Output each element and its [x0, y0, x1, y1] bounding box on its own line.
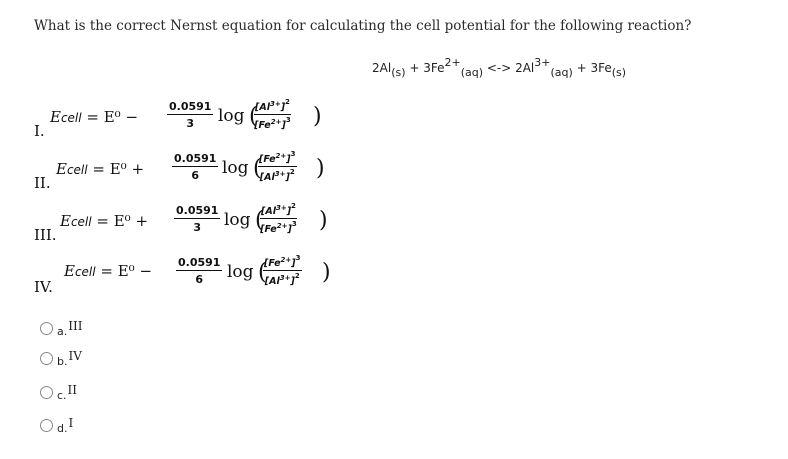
coefficient-fraction: [176, 256, 222, 286]
ion: [Fe: [259, 154, 276, 165]
cell-subscript: cell: [66, 163, 88, 177]
answer-letter: a.: [57, 324, 68, 338]
radio-button[interactable]: [40, 419, 53, 432]
open-paren: (: [253, 156, 262, 181]
answer-choice-a[interactable]: [40, 316, 82, 340]
log-label: log: [224, 210, 251, 230]
state-label: (s): [391, 66, 406, 79]
quotient-fraction: [258, 150, 297, 183]
equals-e0: = E⁰ +: [91, 212, 149, 230]
coef-numerator: 0.0591: [169, 100, 212, 113]
exponent: 3: [291, 220, 297, 228]
reaction-arrow-al: <-> 2Al: [483, 61, 535, 75]
reaction-fe-right: + 3Fe: [572, 61, 612, 75]
ecell-label: [60, 212, 148, 230]
radio-button[interactable]: [40, 322, 53, 335]
close-paren: ): [319, 208, 328, 233]
log-label: log: [218, 106, 245, 126]
reaction-equation: [372, 56, 626, 79]
ecell-label: [50, 108, 138, 126]
coefficient-fraction: [167, 100, 213, 130]
answer-letter: b.: [57, 354, 68, 368]
question-text: What is the correct Nernst equation for calculating the cell potential for the following reaction?: [34, 18, 692, 34]
charge: 2+: [276, 222, 288, 230]
coef-denominator: 6: [191, 169, 200, 182]
roman-numeral: I.: [34, 122, 45, 140]
exponent: 2: [294, 272, 300, 280]
e-symbol: E: [50, 108, 61, 126]
charge-label: 2+: [444, 56, 461, 69]
charge: 2+: [270, 118, 282, 126]
e-symbol: E: [64, 262, 75, 280]
ion: [Fe: [264, 258, 281, 269]
quotient-fraction: [254, 98, 291, 131]
answer-choice-c[interactable]: [40, 380, 77, 404]
open-paren: (: [255, 208, 264, 233]
charge-label: 3+: [534, 56, 551, 69]
quotient-fraction: [260, 202, 297, 235]
roman-numeral: IV.: [34, 278, 53, 296]
cell-subscript: cell: [60, 111, 82, 125]
answer-choice-d[interactable]: [40, 413, 73, 437]
reaction-al-left: 2Al: [372, 61, 392, 75]
ion: [Al: [261, 206, 276, 217]
coef-denominator: 3: [193, 221, 202, 234]
coefficient-fraction: [172, 152, 218, 182]
close-paren: ): [322, 260, 331, 285]
answer-value: II: [67, 383, 78, 397]
log-label: log: [227, 262, 254, 282]
state-label: (s): [611, 66, 627, 79]
exponent: 2: [285, 98, 290, 106]
coef-denominator: 3: [186, 117, 195, 130]
radio-button[interactable]: [40, 352, 53, 365]
state-label: (aq): [460, 66, 483, 79]
ion: [Fe: [260, 224, 277, 235]
exponent: 2: [291, 202, 296, 210]
reaction-fe-left: + 3Fe: [405, 61, 445, 75]
quotient-denominator: $[Al^{3+}]^2$: [259, 168, 295, 183]
quotient-numerator: $[Al^{3+}]^2$: [255, 98, 290, 113]
charge: 3+: [274, 170, 286, 178]
quotient-denominator: $[Fe^{2+}]^3$: [254, 116, 291, 131]
equals-e0: = E⁰ +: [87, 160, 145, 178]
charge: 3+: [279, 274, 291, 282]
quotient-numerator: $[Fe^{2+}]^3$: [264, 254, 301, 269]
quotient-denominator: $[Fe^{2+}]^3$: [260, 220, 297, 235]
coef-denominator: 6: [195, 273, 204, 286]
e-symbol: E: [56, 160, 67, 178]
quotient-numerator: $[Al^{3+}]^2$: [261, 202, 296, 217]
close-paren: ): [313, 104, 322, 129]
open-paren: (: [249, 104, 258, 129]
exponent: 3: [290, 150, 296, 158]
charge: 3+: [275, 204, 287, 212]
cell-subscript: cell: [70, 215, 92, 229]
roman-numeral: II.: [34, 174, 51, 192]
coef-numerator: 0.0591: [174, 152, 217, 165]
ion: [Al: [255, 102, 270, 113]
exponent: 3: [295, 254, 301, 262]
log-label: log: [222, 158, 249, 178]
ion: [Al: [264, 276, 280, 287]
answer-value: III: [68, 319, 83, 333]
ecell-label: [64, 262, 152, 280]
charge: 2+: [280, 256, 292, 264]
open-paren: (: [258, 260, 267, 285]
answer-letter: c.: [57, 388, 67, 402]
roman-numeral: III.: [34, 226, 57, 244]
cell-subscript: cell: [74, 265, 96, 279]
coefficient-fraction: [174, 204, 220, 234]
quotient-numerator: $[Fe^{2+}]^3$: [259, 150, 296, 165]
charge: 3+: [269, 100, 281, 108]
answer-choice-b[interactable]: [40, 346, 82, 370]
answer-letter: d.: [57, 421, 68, 435]
answer-value: IV: [68, 349, 82, 363]
equals-e0: = E⁰ −: [81, 108, 139, 126]
equals-e0: = E⁰ −: [95, 262, 153, 280]
exponent: 2: [289, 168, 295, 176]
exponent: 3: [285, 116, 291, 124]
quotient-fraction: [263, 254, 302, 287]
close-paren: ): [316, 156, 325, 181]
radio-button[interactable]: [40, 386, 53, 399]
coef-numerator: 0.0591: [176, 204, 219, 217]
quotient-denominator: $[Al^{3+}]^2$: [264, 272, 300, 287]
ion: [Fe: [254, 120, 271, 131]
e-symbol: E: [60, 212, 71, 230]
state-label: (aq): [550, 66, 573, 79]
ion: [Al: [259, 172, 275, 183]
answer-value: I: [68, 416, 74, 430]
ecell-label: [56, 160, 144, 178]
charge: 2+: [275, 152, 287, 160]
coef-numerator: 0.0591: [178, 256, 221, 269]
